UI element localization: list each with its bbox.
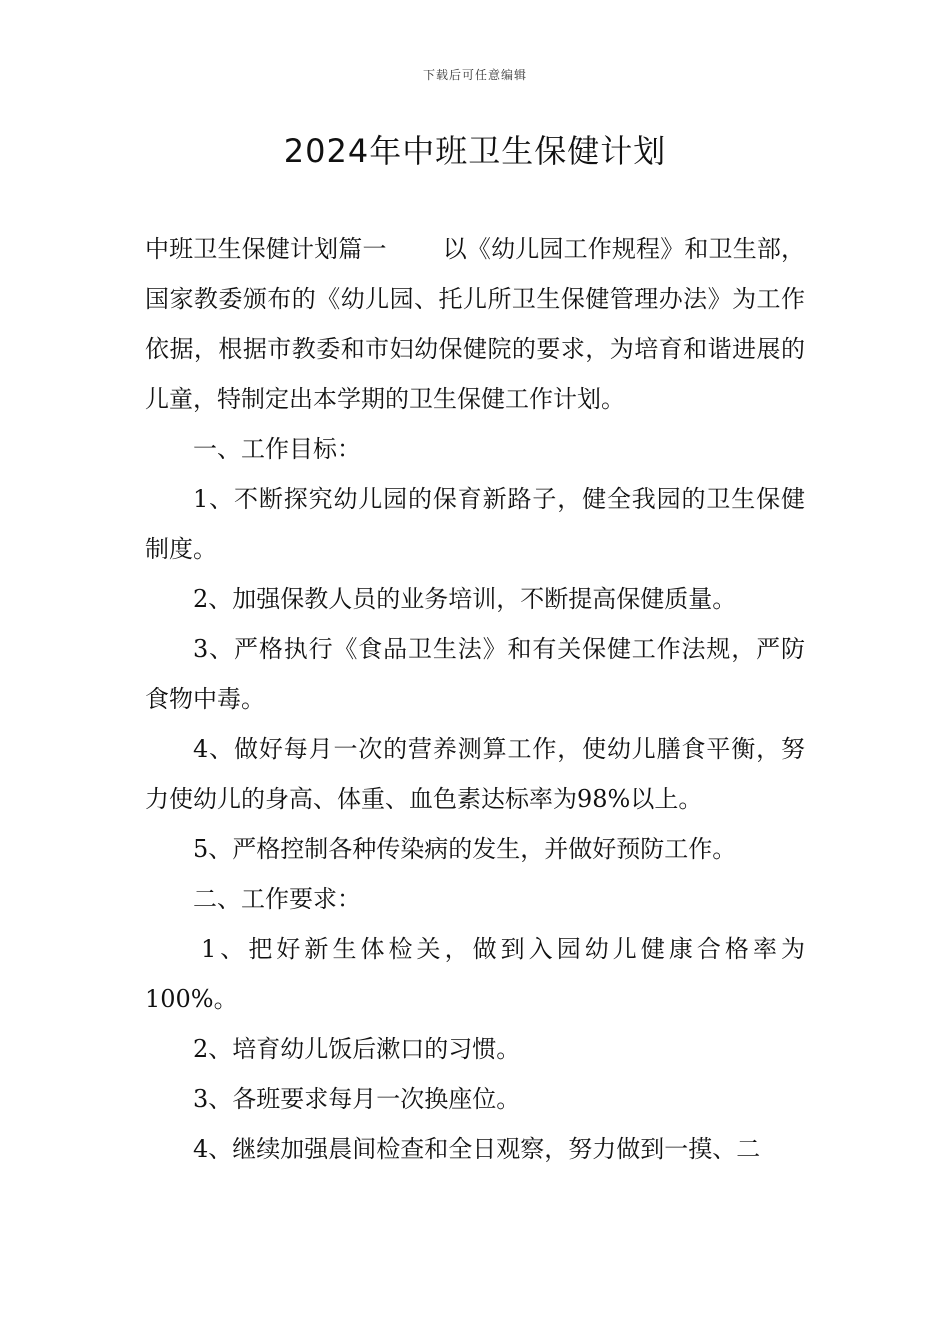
goal-item-4: 4、做好每月一次的营养测算工作，使幼儿膳食平衡，努力使幼儿的身高、体重、血色素达标率为98%以上。 [145,735,805,813]
goal-item-5: 5、严格控制各种传染病的发生，并做好预防工作。 [193,835,737,863]
intro-paragraph [145,224,805,424]
intro-text: 以《幼儿园工作规程》和卫生部，国家教委颁布的《幼儿园、托儿所卫生保健管理办法》为工作依据，根据市教委和市妇幼保健院的要求，为培育和谐进展的儿童，特制定出本学期的卫生保健工作计划。 [145,235,806,413]
document-title: 2024年中班卫生保健计划 [283,132,667,170]
intro-heading: 中班卫生保健计划篇一 [145,235,387,263]
page-header-note: 下载后可任意编辑 [422,68,527,82]
section-heading-goals: 一、工作目标： [193,435,361,463]
goal-item-3: 3、严格执行《食品卫生法》和有关保健工作法规，严防食物中毒。 [145,635,805,713]
document-body [145,224,805,1174]
goal-item-1: 1、不断探究幼儿园的保育新路子，健全我园的卫生保健制度。 [145,485,805,563]
requirement-item-3: 3、各班要求每月一次换座位。 [193,1085,521,1113]
requirement-item-1: 1、把好新生体检关，做到入园幼儿健康合格率为100%。 [145,935,805,1013]
requirement-item-4: 4、继续加强晨间检查和全日观察，努力做到一摸、二 [193,1135,761,1163]
goal-item-2: 2、加强保教人员的业务培训，不断提高保健质量。 [193,585,737,613]
requirement-item-2: 2、培育幼儿饭后漱口的习惯。 [193,1035,521,1063]
section-heading-requirements: 二、工作要求： [193,885,361,913]
